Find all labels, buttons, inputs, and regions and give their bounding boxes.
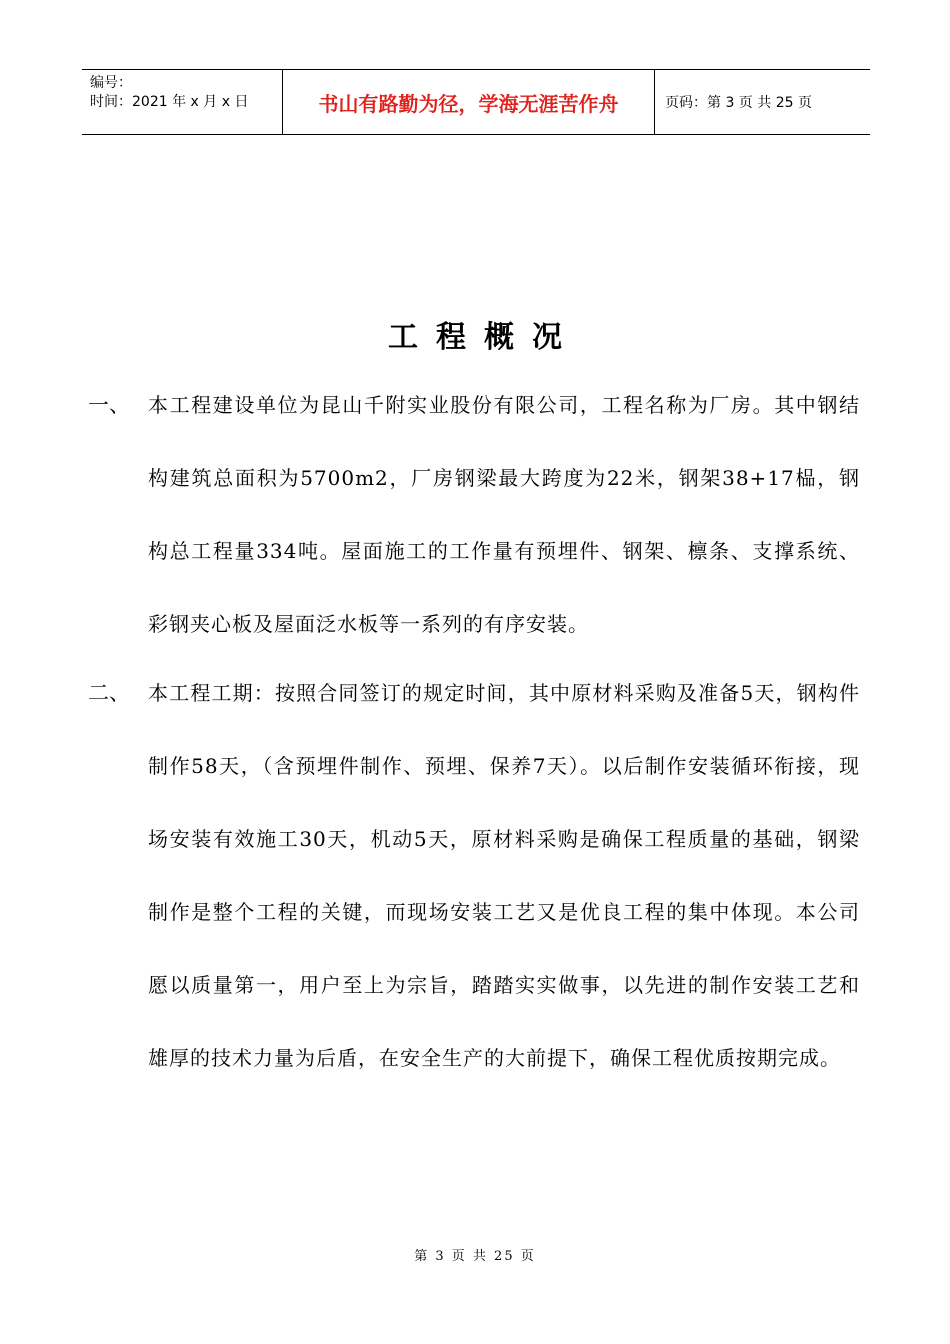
header-page-info: 页码：第 3 页 共 25 页 <box>665 95 812 111</box>
page-footer: 第 3 页 共 25 页 <box>414 1249 536 1264</box>
section-1-number: 一、 <box>88 393 130 417</box>
page-header <box>82 69 870 135</box>
header-meta <box>82 70 283 134</box>
header-number-label: 编号： <box>90 75 132 91</box>
page-title: 工程概况 <box>388 320 580 355</box>
header-time-label: 时间：2021 年 x 月 x 日 <box>90 94 249 110</box>
section-2-text: 本工程工期：按照合同签订的规定时间，其中原材料采购及准备5天，钢构件制作58天，（含预埋件制作、预埋、保养7天）。以后制作安装循环衔接，现场安装有效施工30天，机动5天，原材料采购是确保工程质量的基础，钢梁制作是整个工程的关键，而现场安装工艺又是优良工程的集中体现。本公司愿以质量第一，用户至上为宗旨，踏踏实实做事，以先进的制作安装工艺和雄厚的技术力量为后盾，在安全生产的大前提下，确保工程优质按期完成。 <box>148 681 860 1070</box>
section-1-text: 本工程建设单位为昆山千附实业股份有限公司，工程名称为厂房。其中钢结构建筑总面积为5700m2，厂房钢梁最大跨度为22米，钢架38+17榀，钢构总工程量334吨。屋面施工的工作量有预埋件、钢架、檩条、支撑系统、彩钢夹心板及屋面泛水板等一系列的有序安装。 <box>148 393 860 636</box>
section-2-number: 二、 <box>88 681 130 705</box>
header-motto: 书山有路勤为径，学海无涯苦作舟 <box>283 70 655 134</box>
